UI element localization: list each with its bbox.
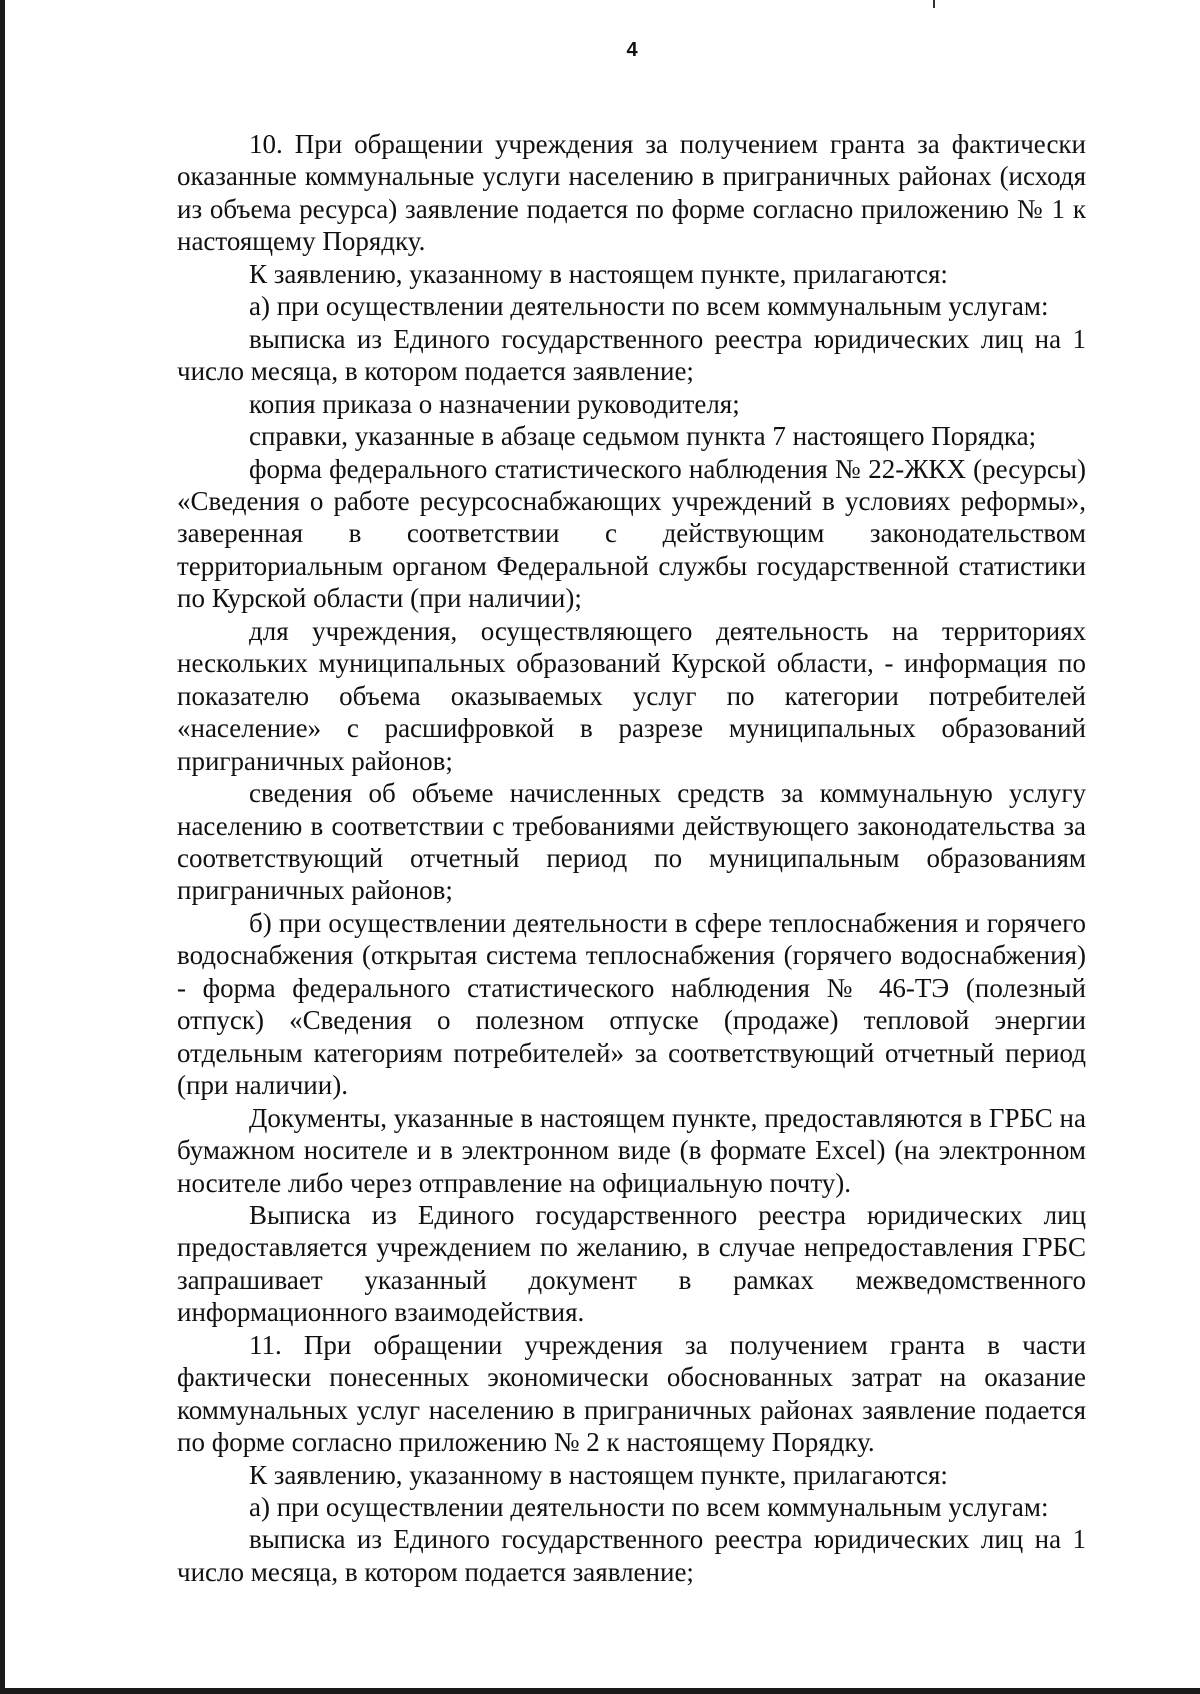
- paragraph-accrued-funds: сведения об объеме начисленных средств за коммунальную услугу населению в соответствии с требованиями действующего законодательства за соответствующий отчетный период по муниципальным образованиям приграничных районов;: [177, 778, 1086, 906]
- paragraph-form-22-zhkh: форма федерального статистического наблюдения № 22-ЖКХ (ресурсы) «Сведения о работе ресурсоснабжающих учреждений в условиях реформы», заверенная в соответствии с действующим законодательством территориальным органом Федеральной службы государственной статистики по Курской области (при наличии);: [177, 453, 1086, 614]
- paragraph-documents-submission: Документы, указанные в настоящем пункте, предоставляются в ГРБС на бумажном носителе и в электронном виде (в формате Excel) (на электронном носителе либо через отправление на официальную почту).: [177, 1102, 1086, 1198]
- paragraph-multi-municipal-info: для учреждения, осуществляющего деятельность на территориях нескольких муниципальных образований Курской области, - информация по показателю объема оказываемых услуг по категории потребителей «население» с расшифровкой в разрезе муниципальных образований приграничных районов;: [177, 615, 1086, 776]
- document-body: [177, 128, 1086, 1588]
- paragraph-11: 11. При обращении учреждения за получением гранта в части фактически понесенных экономически обоснованных затрат на оказание коммунальных услуг населению в приграничных районах заявление подается по форме согласно приложению № 2 к настоящему Порядку.: [177, 1329, 1086, 1458]
- scan-border-left: [0, 0, 5, 1694]
- paragraph-order-copy: копия приказа о назначении руководителя;: [249, 388, 740, 419]
- paragraph-item-a-2: а) при осуществлении деятельности по всем коммунальным услугам:: [249, 1492, 1049, 1523]
- paragraph-egrul-extract-2: выписка из Единого государственного реестра юридических лиц на 1 число месяца, в котором подается заявление;: [177, 1524, 1086, 1587]
- page-number: 4: [626, 39, 638, 61]
- paragraph-item-b: б) при осуществлении деятельности в сфере теплоснабжения и горячего водоснабжения (открытая система теплоснабжения (горячего водоснабжения) - форма федерального статистического наблюдения № 46-ТЭ (полезный отпуск) «Сведения о полезном отпуске (продаже) тепловой энергии отдельным категориям потребителей» за соответствующий отчетный период (при наличии).: [177, 907, 1086, 1101]
- scan-mark: [933, 0, 935, 8]
- paragraph-attachments-intro: К заявлению, указанному в настоящем пункте, прилагаются:: [249, 258, 948, 289]
- paragraph-item-a: а) при осуществлении деятельности по всем коммунальным услугам:: [249, 291, 1049, 322]
- paragraph-egrul-optional: Выписка из Единого государственного реестра юридических лиц предоставляется учреждением по желанию, в случае непредоставления ГРБС запрашивает указанный документ в рамках межведомственного информационного взаимодействия.: [177, 1199, 1086, 1328]
- paragraph-10: 10. При обращении учреждения за получением гранта за фактически оказанные коммунальные услуги населению в приграничных районах (исходя из объема ресурса) заявление подается по форме согласно приложению № 1 к настоящему Порядку.: [177, 129, 1086, 257]
- paragraph-certificates: справки, указанные в абзаце седьмом пункта 7 настоящего Порядка;: [249, 421, 1037, 452]
- paragraph-attachments-intro-2: К заявлению, указанному в настоящем пункте, прилагаются:: [249, 1459, 948, 1490]
- paragraph-egrul-extract: выписка из Единого государственного реестра юридических лиц на 1 число месяца, в котором подается заявление;: [177, 323, 1086, 387]
- scan-border-bottom: [0, 1688, 1200, 1694]
